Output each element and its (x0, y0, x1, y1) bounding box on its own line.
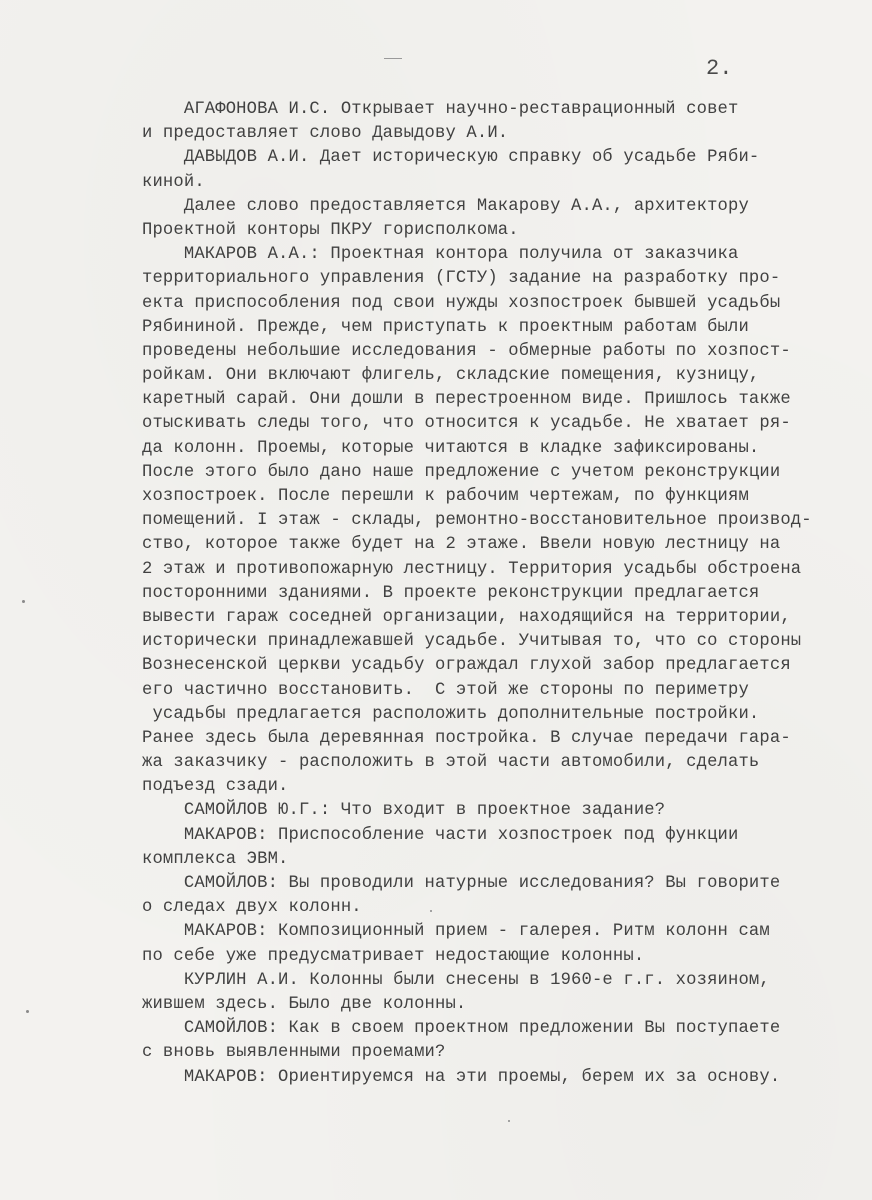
text-line: Рябининой. Прежде, чем приступать к проектным работам были (142, 317, 749, 337)
text-line: и предоставляет слово Давыдову А.И. (142, 124, 509, 144)
text-line: киной. (142, 172, 205, 192)
text-line: вывести гараж соседней организации, находящийся на территории, (142, 607, 791, 627)
text-line: ройкам. Они включают флигель, складские помещения, кузницу, (142, 366, 760, 386)
text-line: МАКАРОВ: Приспособление части хозпостроек под функции (142, 825, 739, 845)
text-line: каретный сарай. Они дошли в перестроенном виде. Пришлось также (142, 390, 791, 410)
text-line: Ранее здесь была деревянная постройка. В случае передачи гара- (142, 728, 791, 748)
text-line: МАКАРОВ: Композиционный прием - галерея. Ритм колонн сам (142, 922, 770, 942)
text-line: МАКАРОВ: Ориентируемся на эти проемы, берем их за основу. (142, 1067, 781, 1087)
text-line: хозпостроек. После перешли к рабочим чертежам, по функциям (142, 487, 749, 506)
text-line: жа заказчику - расположить в этой части автомобили, сделать (142, 753, 760, 773)
text-line: САМОЙЛОВ: Как в своем проектном предложении Вы поступаете (142, 1019, 781, 1039)
text-line: комплекса ЭВМ. (142, 849, 289, 869)
text-line: жившем здесь. Было две колонны. (142, 994, 467, 1014)
scan-speck (22, 600, 25, 603)
page-number: 2. (706, 56, 733, 81)
text-line: МАКАРОВ А.А.: Проектная контора получила от заказчика (142, 245, 739, 265)
scan-speck (26, 1010, 29, 1013)
text-line: АГАФОНОВА И.С. Открывает научно-реставрационный совет (142, 100, 739, 119)
text-line: подъезд сзади. (142, 777, 289, 797)
text-line: Проектной конторы ПКРУ горисполкома. (142, 220, 519, 240)
text-line: 2 этаж и противопожарную лестницу. Территория усадьбы обстроена (142, 559, 802, 579)
text-line: Вознесенской церкви усадьбу ограждал глухой забор предлагается (142, 656, 791, 676)
text-line: о следах двух колонн. (142, 898, 362, 918)
text-line: да колонн. Проемы, которые читаются в кладке зафиксированы. (142, 438, 760, 458)
text-line: отыскивать следы того, что относится к усадьбе. Не хватает ря- (142, 414, 791, 434)
scan-mark (384, 58, 402, 59)
scan-speck (430, 910, 432, 912)
text-line: по себе уже предусматривает недостающие колонны. (142, 946, 645, 966)
text-line: посторонними зданиями. В проекте реконструкции предлагается (142, 583, 760, 603)
text-line: После этого было дано наше предложение с учетом реконструкции (142, 462, 781, 482)
text-line: усадьбы предлагается расположить дополнительные постройки. (142, 704, 760, 724)
text-line: ДАВЫДОВ А.И. Дает историческую справку об усадьбе Ряби- (142, 148, 760, 168)
text-line: ство, которое также будет на 2 этаже. Ввели новую лестницу на (142, 535, 781, 555)
text-line: САМОЙЛОВ: Вы проводили натурные исследования? Вы говорите (142, 874, 781, 893)
text-line: территориального управления (ГСТУ) задание на разработку про- (142, 269, 781, 289)
text-line: с вновь выявленными проемами? (142, 1043, 446, 1063)
scan-speck (508, 1120, 510, 1122)
text-line: екта приспособления под свои нужды хозпостроек бывшей усадьбы (142, 293, 781, 313)
text-line: помещений. I этаж - склады, ремонтно-восстановительное производ- (142, 511, 812, 531)
text-line: проведены небольшие исследования - обмерные работы по хозпост- (142, 341, 791, 361)
text-line: САМОЙЛОВ Ю.Г.: Что входит в проектное задание? (142, 801, 666, 821)
text-line: КУРЛИН А.И. Колонны были снесены в 1960-е г.г. хозяином, (142, 970, 770, 990)
text-line: его частично восстановить. С этой же стороны по периметру (142, 680, 749, 700)
typewritten-text (142, 98, 842, 1090)
text-line: исторически принадлежавшей усадьбе. Учитывая то, что со стороны (142, 632, 802, 652)
text-line: Далее слово предоставляется Макарову А.А., архитектору (142, 196, 749, 216)
